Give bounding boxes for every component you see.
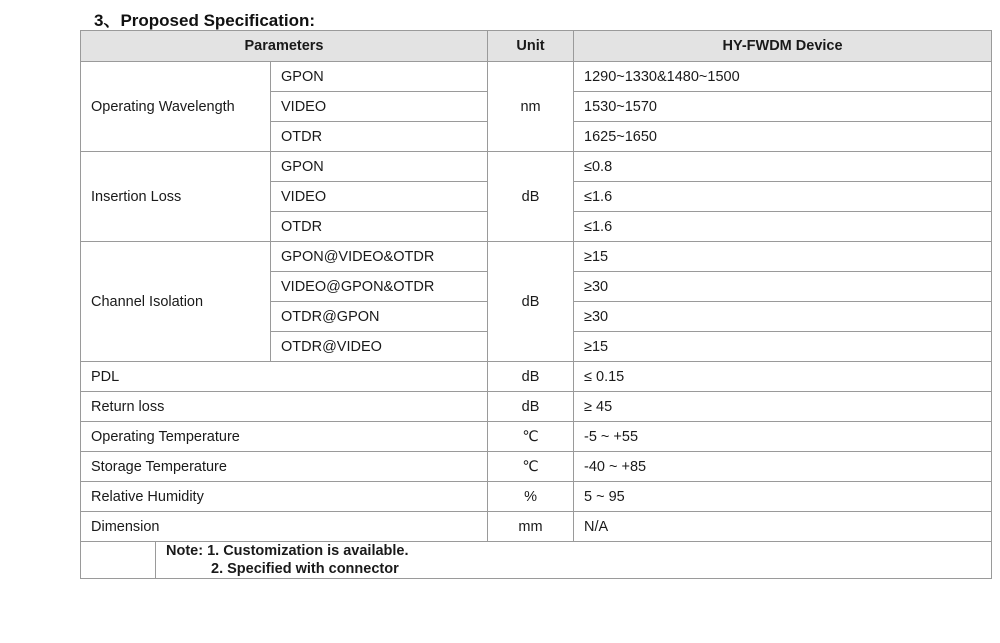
- table-row: [81, 242, 992, 272]
- table-row: [81, 152, 992, 182]
- table-row: [81, 392, 992, 422]
- header-parameters: Parameters: [81, 31, 488, 62]
- value-cell: ≤ 0.15: [574, 362, 992, 392]
- sub-parameter-cell: OTDR: [271, 212, 488, 242]
- note-line-1: Note: 1. Customization is available.: [166, 543, 409, 559]
- unit-cell: dB: [488, 362, 574, 392]
- unit-cell: nm: [488, 62, 574, 152]
- unit-cell: mm: [488, 512, 574, 542]
- sub-parameter-cell: GPON: [271, 62, 488, 92]
- parameter-cell: Operating Wavelength: [81, 62, 271, 152]
- header-device: HY-FWDM Device: [574, 31, 992, 62]
- note-line-2: 2. Specified with connector: [211, 561, 399, 577]
- section-heading: 3、Proposed Specification:: [94, 11, 316, 30]
- value-cell: ≤1.6: [574, 182, 992, 212]
- table-row: [81, 482, 992, 512]
- table-row: [81, 422, 992, 452]
- sub-parameter-cell: VIDEO: [271, 182, 488, 212]
- table-row: [81, 62, 992, 92]
- value-cell: 1530~1570: [574, 92, 992, 122]
- value-cell: 1290~1330&1480~1500: [574, 62, 992, 92]
- sub-parameter-cell: OTDR@VIDEO: [271, 332, 488, 362]
- table-row: [81, 452, 992, 482]
- value-cell: ≤0.8: [574, 152, 992, 182]
- value-cell: ≥ 45: [574, 392, 992, 422]
- parameter-cell: Insertion Loss: [81, 152, 271, 242]
- value-cell: ≥30: [574, 272, 992, 302]
- table-row: [81, 512, 992, 542]
- table-row: [81, 362, 992, 392]
- value-cell: ≤1.6: [574, 212, 992, 242]
- value-cell: ≥30: [574, 302, 992, 332]
- parameter-cell: Channel Isolation: [81, 242, 271, 362]
- sub-parameter-cell: OTDR: [271, 122, 488, 152]
- value-cell: -40 ~ +85: [574, 452, 992, 482]
- parameter-cell: Operating Temperature: [81, 422, 488, 452]
- header-row: [81, 31, 992, 62]
- note-cell: [156, 542, 992, 579]
- unit-cell: ℃: [488, 422, 574, 452]
- value-cell: N/A: [574, 512, 992, 542]
- sub-parameter-cell: GPON@VIDEO&OTDR: [271, 242, 488, 272]
- sub-parameter-cell: VIDEO@GPON&OTDR: [271, 272, 488, 302]
- parameter-cell: Dimension: [81, 512, 488, 542]
- value-cell: -5 ~ +55: [574, 422, 992, 452]
- unit-cell: %: [488, 482, 574, 512]
- parameter-cell: Relative Humidity: [81, 482, 488, 512]
- parameter-cell: Return loss: [81, 392, 488, 422]
- unit-cell: dB: [488, 392, 574, 422]
- unit-cell: dB: [488, 242, 574, 362]
- sub-parameter-cell: OTDR@GPON: [271, 302, 488, 332]
- value-cell: 1625~1650: [574, 122, 992, 152]
- unit-cell: ℃: [488, 452, 574, 482]
- header-unit: Unit: [488, 31, 574, 62]
- parameter-cell: Storage Temperature: [81, 452, 488, 482]
- note-row: [81, 542, 992, 579]
- sub-parameter-cell: VIDEO: [271, 92, 488, 122]
- note-spacer-cell: [81, 542, 156, 579]
- specification-table: [80, 30, 992, 579]
- value-cell: ≥15: [574, 332, 992, 362]
- value-cell: 5 ~ 95: [574, 482, 992, 512]
- unit-cell: dB: [488, 152, 574, 242]
- value-cell: ≥15: [574, 242, 992, 272]
- sub-parameter-cell: GPON: [271, 152, 488, 182]
- parameter-cell: PDL: [81, 362, 488, 392]
